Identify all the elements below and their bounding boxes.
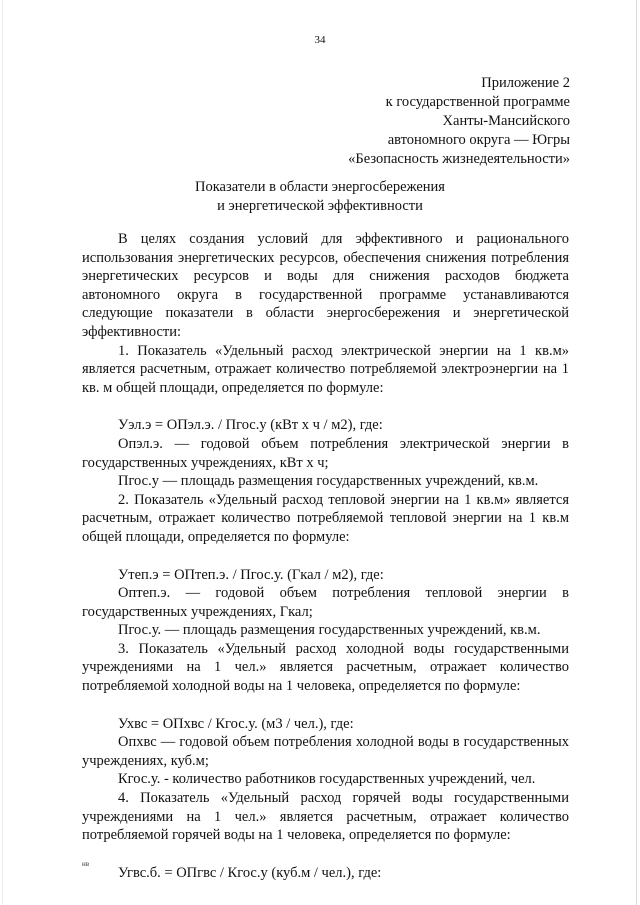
document-body xyxy=(82,230,569,882)
footer-mark: нв xyxy=(82,860,90,868)
definition-paragraph: Опэл.э. — годовой объем потребления электрической энергии в государственных учреждениях, кВт х ч; xyxy=(82,435,569,471)
definition-paragraph: Опхвс — годовой объем потребления холодной воды в государственных учреждениях, куб.м; xyxy=(82,734,569,769)
appendix-line: автономного округа — Югры xyxy=(387,132,570,148)
appendix-line: Ханты-Мансийского xyxy=(442,113,570,129)
formula-electric: Уэл.э = ОПэл.э. / Пгос.у (кВт х ч / м2), где: xyxy=(118,417,383,434)
intro-paragraph: В целях создания условий для эффективного и рационального использования энергетических ресурсов, обеспечения снижения потребления энергетических ресурсов и воды для снижения расходов бюджета автономного округа в государственной программе устанавливаются следующие показатели в области энергосбережения и энергетической эффективности: xyxy=(82,231,569,340)
definition-paragraph: Пгос.у — площадь размещения государственных учреждений, кв.м. xyxy=(118,473,539,490)
definition-paragraph: Кгос.у. - количество работников государственных учреждений, чел. xyxy=(118,771,536,788)
indicator-2-paragraph: 2. Показатель «Удельный расход тепловой энергии на 1 кв.м» является расчетным, отражает количество потребляемой тепловой энергии на 1 кв.м общей площади, определяется по формуле: xyxy=(82,491,569,545)
document-title xyxy=(0,178,640,216)
definition-paragraph: Оптеп.э. — годовой объем потребления тепловой энергии в государственных учреждениях, Гкал; xyxy=(82,585,569,620)
page-number: 34 xyxy=(314,34,326,46)
indicator-3-paragraph: 3. Показатель «Удельный расход холодной воды государственными учреждениями на 1 чел.» является расчетным, отражает количество потребляемой холодной воды на 1 человека, определяется по формуле: xyxy=(82,640,569,695)
indicator-4-paragraph: 4. Показатель «Удельный расход горячей воды государственными учреждениями на 1 чел.» является расчетным, отражает количество потребляемой горячей воды на 1 человека, определяется по формуле: xyxy=(82,790,569,844)
definition-paragraph: Пгос.у. — площадь размещения государственных учреждений, кв.м. xyxy=(118,622,541,639)
title-line: Показатели в области энергосбережения xyxy=(195,179,445,195)
title-line: и энергетической эффективности xyxy=(217,198,423,214)
appendix-line: Приложение 2 xyxy=(481,75,570,91)
scan-edge-left xyxy=(2,0,3,905)
appendix-line: к государственной программе xyxy=(385,94,570,110)
appendix-line: «Безопасность жизнедеятельности» xyxy=(348,151,570,167)
formula-cold-water: Ухвс = ОПхвс / Кгос.у. (м3 / чел.), где: xyxy=(118,715,354,732)
indicator-1-paragraph: 1. Показатель «Удельный расход электрической энергии на 1 кв.м» является расчетным, отражает количество потребляемой электроэнергии на 1 кв. м общей площади, определяется по формуле: xyxy=(82,342,569,396)
appendix-header xyxy=(230,74,570,169)
formula-heat: Утеп.э = ОПтеп.э. / Пгос.у. (Гкал / м2), где: xyxy=(118,566,384,583)
formula-hot-water: Угвс.б. = ОПгвс / Кгос.у (куб.м / чел.), где: xyxy=(118,864,382,881)
scan-edge-right xyxy=(636,0,637,905)
